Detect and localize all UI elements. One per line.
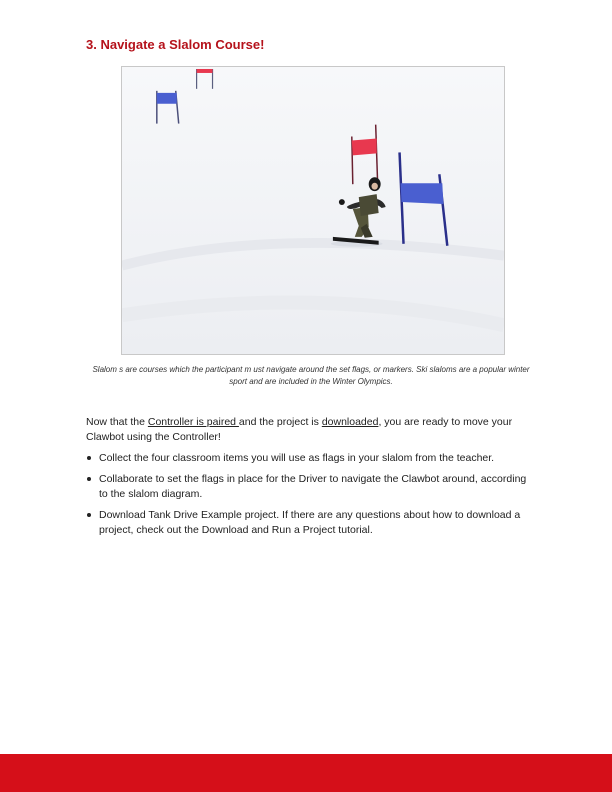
bullet-icon <box>87 456 91 460</box>
intro-text-1: Now that the <box>86 416 148 428</box>
list-item <box>86 472 536 502</box>
list-item <box>86 508 536 538</box>
intro-text-2: and the project is <box>238 416 322 428</box>
controller-paired-link[interactable]: Controller is paired <box>147 416 239 428</box>
list-item-text: Collect the four classroom items you will use as flags in your slalom from the teacher. <box>99 452 495 464</box>
photo-caption: Slalom s are courses which the participant m ust navigate around the set flags, or markers. Ski slaloms are a popular winter sport and are included in the Winter Olympics. <box>92 365 530 386</box>
footer-bar <box>0 754 612 792</box>
bullet-icon <box>87 477 91 481</box>
slalom-photo <box>121 66 505 355</box>
snowboarder-slalom-image <box>122 67 504 354</box>
list-item <box>86 451 536 466</box>
bullet-icon <box>87 513 91 517</box>
list-item-text: Download Tank Drive Example project. If there are any questions about how to download a project, check out the Download and Run a Project tutorial. <box>99 509 521 536</box>
instruction-list <box>86 451 536 544</box>
intro-paragraph <box>86 415 536 445</box>
list-item-text: Collaborate to set the flags in place for the Driver to navigate the Clawbot around, according to the slalom diagram. <box>99 473 527 500</box>
section-heading: 3. Navigate a Slalom Course! <box>86 37 265 52</box>
downloaded-link[interactable]: downloaded <box>321 416 379 428</box>
intro-text-3: , you are ready to move your Clawbot using the Controller! <box>86 416 513 443</box>
